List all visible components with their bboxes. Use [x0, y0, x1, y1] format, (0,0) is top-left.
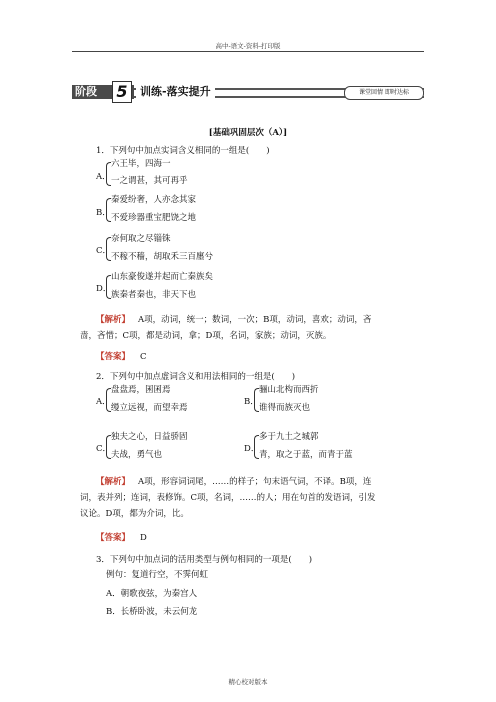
- q3-option-b: [106, 606, 197, 618]
- q1-explanation-text: A项，动词，统一；数词，一次；B项，动词，喜欢；动词，吝: [138, 315, 372, 325]
- section-title: [基础巩固层次（A）]: [208, 128, 288, 138]
- q2-option-b-line1: 骊山北构而西折: [259, 385, 319, 395]
- header-rule: [72, 51, 424, 52]
- q2-option-a-line1: 盘盘焉，囷囷焉: [111, 385, 171, 395]
- q1-option-d-letter: D．: [96, 284, 112, 294]
- q2-option-b-line2: 谁得而族灭也: [259, 403, 311, 413]
- banner-badge: 课堂回情 即时达标: [344, 86, 424, 100]
- q3-option-b-text: 长桥卧波，未云何龙: [120, 607, 198, 617]
- q1-answer-tag: 【答案】: [96, 352, 131, 362]
- q2-option-c-letter: C．: [96, 444, 112, 454]
- q3-stem: 3．下列句中加点词的活用类型与例句相同的一项是( ): [96, 555, 313, 565]
- page-footer: 精心校对版本: [228, 678, 268, 686]
- q1-option-d-line1: 山东豪俊遂并起而亡秦族矣: [111, 272, 214, 282]
- q3-option-a: [106, 588, 197, 600]
- stage-number: 5: [112, 81, 132, 103]
- q2-option-a-letter: A．: [96, 397, 111, 407]
- q2-option-d-line1: 多于九土之城郭: [259, 432, 319, 442]
- q1-option-b-line2: 不爱珍器重宝肥饶之地: [111, 213, 197, 223]
- q1-option-c-line2: 不稼不穑，胡取禾三百廛兮: [111, 252, 214, 262]
- q2-answer: [96, 532, 147, 544]
- q2-option-b-letter: B．: [244, 397, 259, 407]
- stage-banner: [72, 82, 424, 102]
- page-header: 高中-语文-资料-打印版: [215, 42, 281, 50]
- q3-option-b-letter: B．: [106, 607, 121, 617]
- q2-option-d-letter: D．: [244, 444, 260, 454]
- q2-option-d-line2: 青，取之于蓝，而青于蓝: [259, 450, 353, 460]
- q1-answer: [96, 351, 147, 363]
- q2-option-c-line2: 夫战，勇气也: [111, 450, 163, 460]
- q1-option-c-letter: C．: [96, 246, 112, 256]
- q2-explanation-line2: 词，表并列；连词，表修饰。C项，名词，……的人；用在句首的发语词，引发: [80, 493, 376, 503]
- q3-example: 例句：复道行空，不霁何虹: [106, 570, 209, 580]
- q2-answer-value: D: [140, 533, 147, 543]
- q2-explanation-line1: [96, 476, 371, 488]
- q2-answer-tag: 【答案】: [96, 533, 131, 543]
- q1-option-c-line1: 奈何取之尽锱铢: [111, 234, 171, 244]
- q1-answer-value: C: [140, 352, 147, 362]
- q1-option-a-letter: A．: [96, 172, 111, 182]
- banner-title: 训练-落实提升: [136, 84, 215, 100]
- q3-option-a-text: 朝歌夜弦，为秦宫人: [120, 589, 198, 599]
- q1-option-b-line1: 秦爱纷奢，人亦念其家: [111, 195, 197, 205]
- q2-explanation-line3: 议论。D项，都为介词，比。: [80, 509, 189, 519]
- q2-option-a-line2: 缦立远视，而望幸焉: [111, 403, 188, 413]
- q1-explanation-line2: 啬，吝惜；C项，都是动词，拿；D项，名词，家族；动词，灭族。: [80, 331, 332, 341]
- q1-explanation-tag: 【解析】: [96, 315, 131, 325]
- q3-option-a-letter: A．: [106, 589, 121, 599]
- q1-stem: 1．下列句中加点实词含义相同的一组是( ): [96, 146, 270, 156]
- q1-explanation-line1: [96, 314, 371, 326]
- q1-option-d-line2: 族秦者秦也，非天下也: [111, 290, 197, 300]
- q1-option-b-letter: B．: [96, 208, 111, 218]
- q1-option-a-line2: 一之谓甚，其可再乎: [111, 176, 188, 186]
- q2-explanation-tag: 【解析】: [96, 477, 131, 487]
- q2-stem: 2．下列句中加点虚词含义和用法相同的一组是( ): [96, 372, 296, 382]
- q2-explanation-text: A项，形容词词尾，……的样子；句末语气词，不译。B项，连: [138, 477, 372, 487]
- q2-option-c-line1: 独夫之心，日益骄固: [111, 432, 188, 442]
- stage-label: 阶段: [75, 85, 97, 98]
- q1-option-a-line1: 六王毕，四海一: [111, 159, 171, 169]
